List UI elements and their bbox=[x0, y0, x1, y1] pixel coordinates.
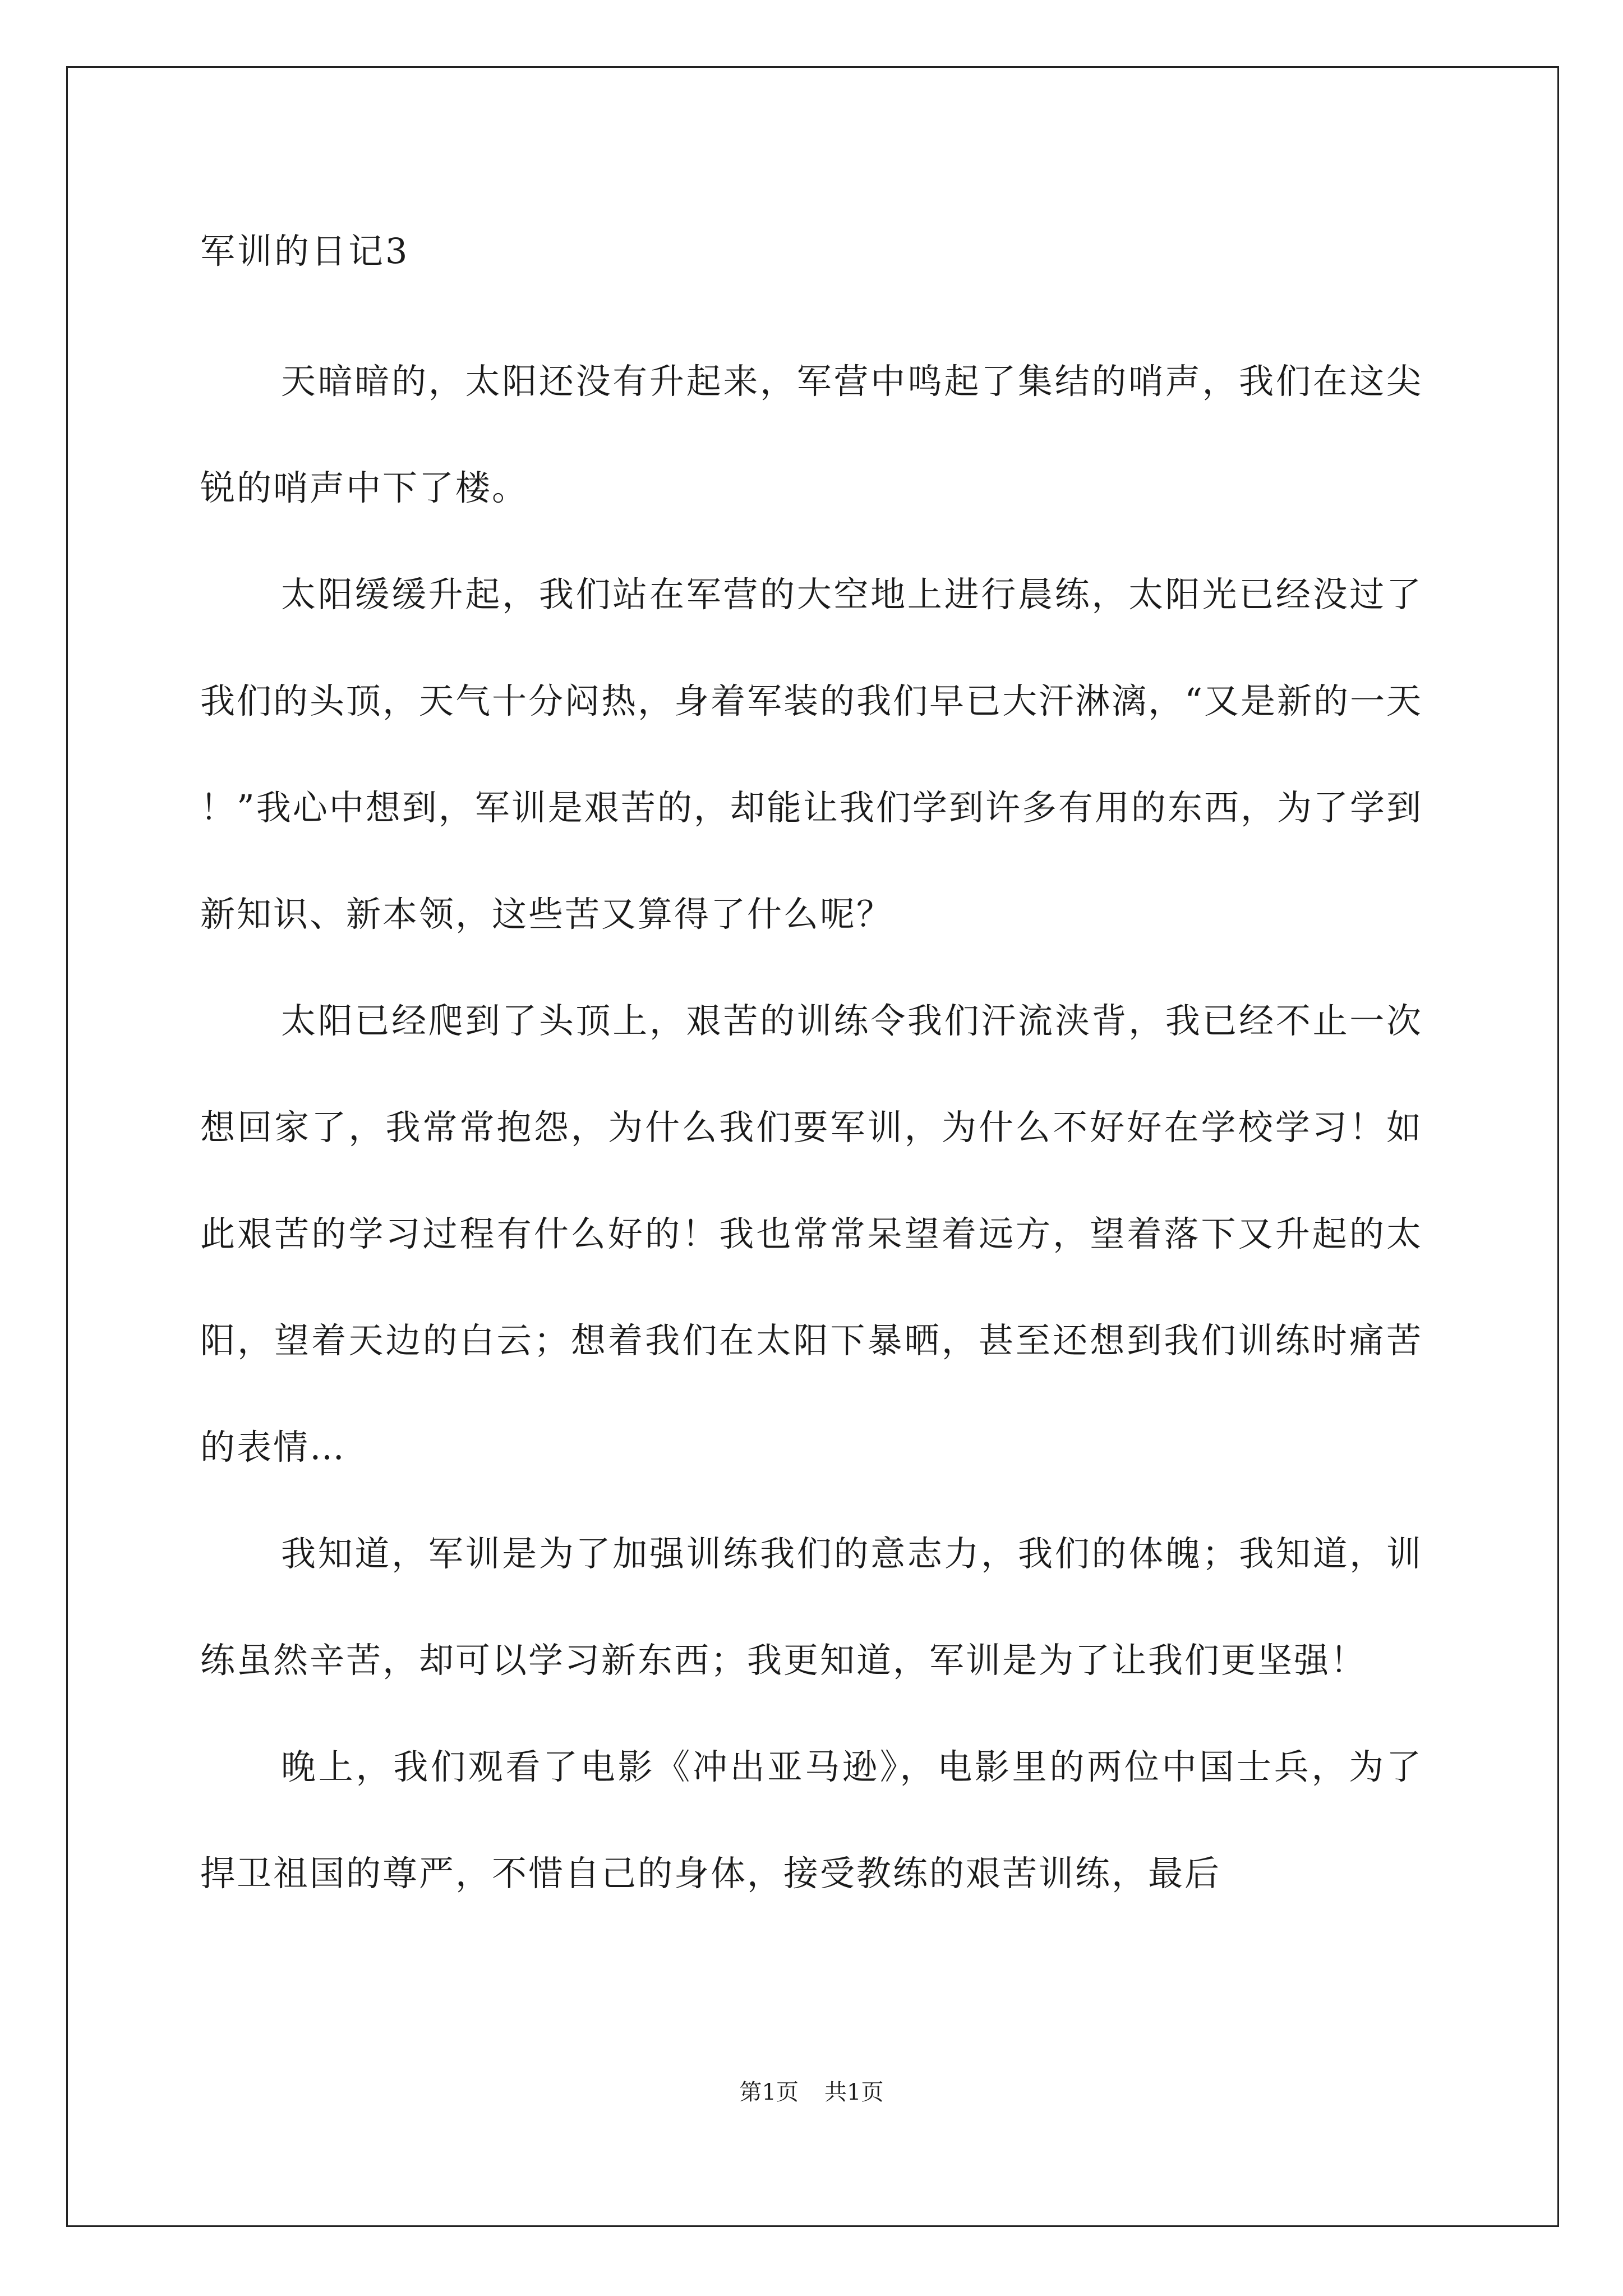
paragraph-2: 太阳缓缓升起，我们站在军营的大空地上进行晨练，太阳光已经没过了我们的头顶，天气十分闷热，身着军装的我们早已大汗淋漓，“又是新的一天！”我心中想到，军训是艰苦的，却能让我们学到许多有用的东西，为了学到新知识、新本领，这些苦又算得了什么呢？ bbox=[200, 574, 1423, 935]
page-number: 第1页 bbox=[739, 2079, 799, 2105]
paragraph-3: 太阳已经爬到了头顶上，艰苦的训练令我们汗流浃背，我已经不止一次想回家了，我常常抱怨，为什么我们要军训，为什么不好好在学校学习！如此艰苦的学习过程有什么好的！我也常常呆望着远方，望着落下又升起的太阳，望着天边的白云；想着我们在太阳下暴晒，甚至还想到我们训练时痛苦的表情… bbox=[200, 1000, 1423, 1467]
page-footer bbox=[0, 2076, 1623, 2109]
page-total: 共1页 bbox=[824, 2079, 884, 2105]
paragraph-4: 我知道，军训是为了加强训练我们的意志力，我们的体魄；我知道，训练虽然辛苦，却可以学习新东西；我更知道，军训是为了让我们更坚强！ bbox=[200, 1533, 1423, 1681]
document-title: 军训的日记3 bbox=[200, 231, 410, 272]
document-body bbox=[200, 222, 1423, 1927]
paragraph-1: 天暗暗的，太阳还没有升起来，军营中鸣起了集结的哨声，我们在这尖锐的哨声中下了楼。 bbox=[200, 361, 1423, 508]
paragraph-5: 晚上，我们观看了电影《冲出亚马逊》，电影里的两位中国士兵，为了捍卫祖国的尊严，不惜自己的身体，接受教练的艰苦训练，最后 bbox=[200, 1746, 1423, 1894]
